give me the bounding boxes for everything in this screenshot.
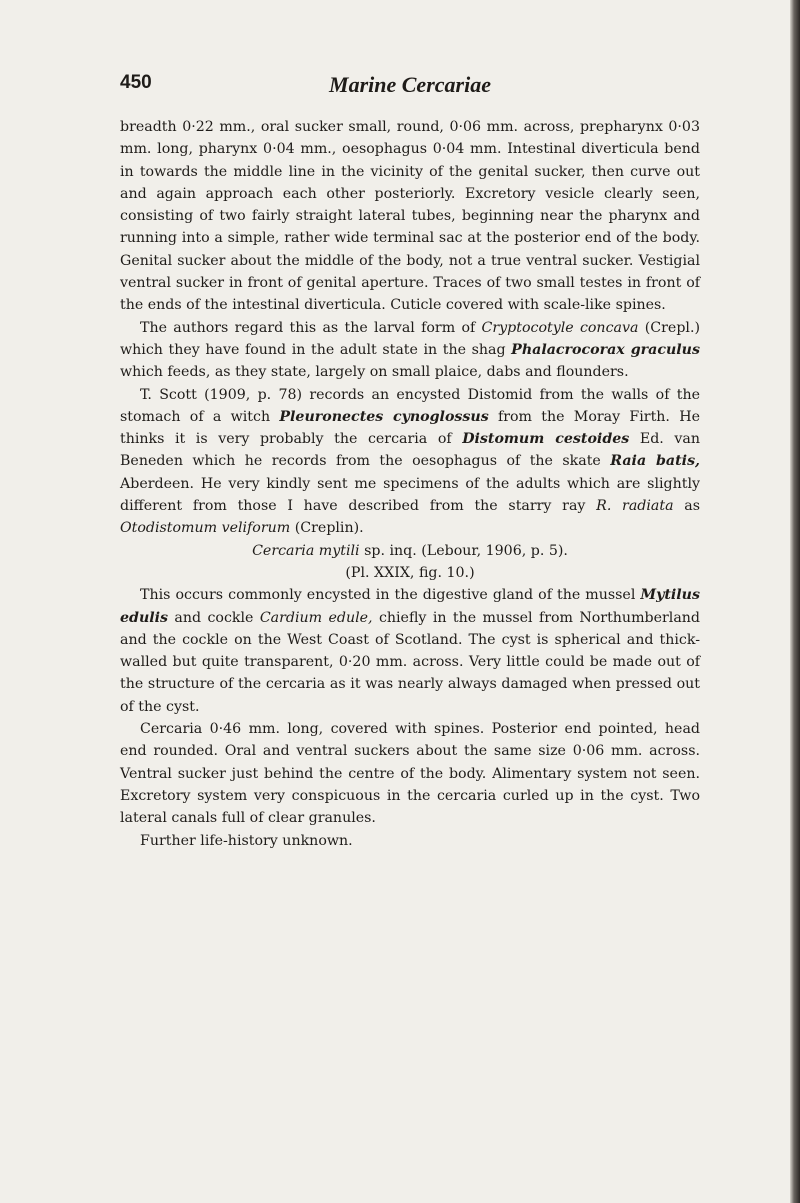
section-heading-citation: sp. inq. (Lebour, 1906, p. 5). [359,542,568,559]
text-run: (Crepl.) which they have found in the adult state in the shag [120,319,700,358]
paragraph-5: Cercaria 0·46 mm. long, covered with spines. Posterior end pointed, head end rounded. Oral and ventral suckers about the same size 0·06 mm. across. Ventral sucker just behind the centre of the body. Alimentary system not seen. Excretory system very conspicuous in the cercaria curled up in the cyst. Two lateral canals full of clear granules. [120,721,700,827]
text-run: This occurs commonly encysted in the digestive gland of the mussel [140,587,641,604]
page-number: 450 [120,72,152,93]
page-header [120,72,700,102]
running-title: Marine Cercariae [329,72,491,97]
paragraph-1: breadth 0·22 mm., oral sucker small, round, 0·06 mm. across, prepharynx 0·03 mm. long, pharynx 0·04 mm., oesophagus 0·04 mm. Intestinal diverticula bend in towards the middle line in the vicinity of the genital sucker, then curve out and again approach each other posteriorly. Excretory vesicle clearly seen, consisting of two fairly straight lateral tubes, beginning near the pharynx and running into a simple, rather wide terminal sac at the posterior end of the body. Genital sucker about the middle of the body, not a true ventral sucker. Vestigial ventral sucker in front of genital aperture. Traces of two small testes in front of the ends of the intestinal diverticula. Cuticle covered with scale-like spines. [120,119,700,314]
species-name: Cardium edule, [259,609,373,626]
text-run: Ed. van Beneden which he records from the oesophagus of the skate [120,431,700,470]
body-text [120,116,700,852]
species-name: Mytilus edulis [120,587,700,626]
species-name: R. radiata [596,498,674,515]
text-run: from the Moray Firth. He thinks it is very probably the cercaria of [120,408,700,448]
page-edge-shadow [790,0,800,1203]
species-name: Cryptocotyle concava [481,319,639,336]
species-name: Phalacrocorax graculus [511,341,700,358]
text-run: (Creplin). [290,520,364,537]
text-run: as [673,498,701,515]
plate-reference: (Pl. XXIX, fig. 10.) [345,564,475,581]
paragraph-4 [120,584,700,718]
text-run: chiefly in the mussel from Northumberland and the cockle on the West Coast of Scotland. The cyst is spherical and thick-walled but quite transparent, 0·20 mm. across. Very little could be made out of the structure of the cercaria as it was nearly always damaged when pressed out of the cyst. [120,609,700,715]
species-name: Pleuronectes cynoglossus [279,408,489,425]
section-heading-species: Cercaria mytili [252,542,360,559]
text-run: and cockle [168,609,260,626]
species-name: Otodistomum veliforum [120,520,291,537]
text-run: T. Scott (1909, p. 78) records an encysted Distomid from the walls of the stomach of a witch [120,386,700,425]
section-heading [120,540,700,562]
text-run: Aberdeen. He very kindly sent me specimens of the adults which are slightly different from those I have described from the starry ray [120,475,700,515]
species-name: Raia batis, [610,453,700,470]
paragraph-3 [120,384,700,540]
paragraph-2 [120,317,700,384]
species-name: Distomum cestoides [462,431,630,448]
text-run: which feeds, as they state, largely on small plaice, dabs and flounders. [120,364,629,381]
paragraph-6: Further life-history unknown. [140,832,353,849]
text-run: The authors regard this as the larval form of [140,319,482,336]
